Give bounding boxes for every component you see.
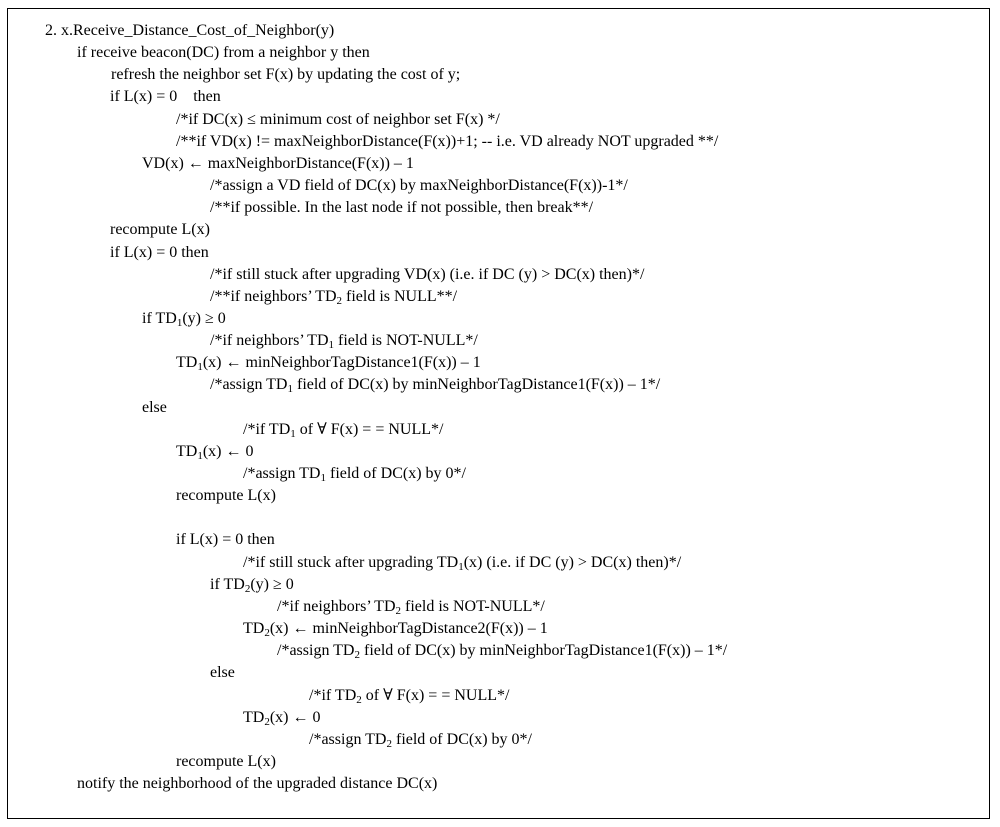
- code-text: recompute L(x): [176, 487, 276, 505]
- code-text: if TD: [210, 575, 245, 593]
- code-line: [142, 153, 414, 175]
- code-text: of ∀ F(x) = = NULL*/: [295, 420, 444, 438]
- code-text: if L(x) = 0 then: [110, 243, 209, 261]
- code-text: /*if still stuck after upgrading TD: [243, 553, 459, 571]
- code-line: [176, 352, 481, 374]
- code-text: field of DC(x) by minNeighborTagDistance1(F(x)) – 1*/: [292, 376, 661, 394]
- code-text: if L(x) = 0 then: [110, 88, 221, 106]
- code-line: [243, 419, 443, 441]
- code-line: [243, 618, 548, 640]
- code-text: /*if still stuck after upgrading VD(x) (i.e. if DC (y) > DC(x) then)*/: [210, 265, 645, 283]
- code-text: field is NULL**/: [342, 287, 458, 305]
- subscript: 2: [244, 582, 251, 595]
- subscript: 2: [354, 649, 360, 662]
- code-text: TD: [243, 620, 265, 638]
- code-text: /**if neighbors’ TD: [210, 287, 337, 305]
- code-line: [176, 485, 276, 507]
- code-text: (x) ← minNeighborTagDistance2(F(x)) – 1: [269, 620, 548, 638]
- code-text: recompute L(x): [176, 752, 276, 770]
- subscript: 1: [197, 361, 203, 374]
- code-line: [243, 552, 681, 574]
- code-text: /**if possible. In the last node if not possible, then break**/: [210, 199, 594, 217]
- code-text: /*if neighbors’ TD: [277, 597, 396, 615]
- subscript: 2: [336, 294, 342, 307]
- code-text: /*assign TD: [309, 730, 387, 748]
- code-text: TD: [176, 442, 198, 460]
- code-text: refresh the neighbor set F(x) by updating the cost of y;: [111, 66, 461, 84]
- code-line: [77, 773, 437, 795]
- subscript: 1: [320, 472, 326, 484]
- code-text: /*if TD: [243, 420, 291, 438]
- code-line: [243, 707, 320, 729]
- code-text: TD: [176, 354, 198, 372]
- code-text: /*assign TD: [210, 376, 288, 394]
- code-text: /*if neighbors’ TD: [210, 332, 329, 350]
- code-line: [110, 86, 221, 108]
- code-text: (x) ← 0: [269, 708, 321, 726]
- code-line: [110, 242, 209, 264]
- algorithm-box: [7, 8, 990, 819]
- code-line: [309, 729, 532, 751]
- code-line: [176, 751, 276, 773]
- code-text: (x) (i.e. if DC (y) > DC(x) then)*/: [463, 553, 682, 571]
- subscript: 2: [356, 693, 362, 706]
- code-text: field of DC(x) by 0*/: [391, 730, 532, 748]
- code-line: [176, 131, 718, 153]
- subscript: 1: [290, 427, 296, 440]
- code-text: if TD: [142, 309, 177, 327]
- code-line: [210, 330, 478, 352]
- code-line: [210, 197, 593, 219]
- code-line: [111, 64, 460, 86]
- code-line: [142, 397, 167, 419]
- code-text: (y) ≥ 0: [182, 309, 226, 327]
- code-text: (x) ← 0: [202, 442, 254, 460]
- code-line: [110, 219, 210, 241]
- subscript: 2: [264, 715, 270, 728]
- code-text: if L(x) = 0 then: [176, 531, 275, 549]
- code-text: else: [210, 664, 235, 682]
- code-line: [309, 685, 509, 707]
- subscript: 1: [176, 316, 183, 329]
- code-text: /*assign TD: [277, 642, 355, 660]
- code-line: [277, 640, 727, 662]
- code-line: [210, 374, 660, 396]
- code-text: /**if VD(x) != maxNeighborDistance(F(x))+1; -- i.e. VD already NOT upgraded **/: [176, 132, 719, 150]
- code-text: if receive beacon(DC) from a neighbor y then: [77, 44, 370, 62]
- code-line: [210, 574, 294, 596]
- code-text: VD(x) ← maxNeighborDistance(F(x)) – 1: [142, 154, 414, 172]
- code-text: (y) ≥ 0: [250, 575, 294, 593]
- code-text: field is NOT-NULL*/: [401, 597, 545, 615]
- code-text: field is NOT-NULL*/: [334, 332, 478, 350]
- code-text: /*if TD: [309, 686, 357, 704]
- code-text: /*assign a VD field of DC(x) by maxNeighborDistance(F(x))-1*/: [210, 177, 628, 195]
- code-text: field of DC(x) by 0*/: [325, 465, 466, 482]
- subscript: 2: [264, 627, 270, 640]
- code-text: notify the neighborhood of the upgraded distance DC(x): [77, 775, 438, 793]
- code-text: else: [142, 398, 167, 416]
- code-text: /*if DC(x) ≤ minimum cost of neighbor set F(x) */: [176, 110, 500, 128]
- code-text: recompute L(x): [110, 221, 210, 239]
- code-line: [210, 286, 457, 308]
- code-line: [210, 175, 628, 197]
- code-line: [277, 596, 545, 618]
- code-text: /*assign TD: [243, 465, 321, 482]
- code-line: [176, 441, 253, 463]
- subscript: 2: [386, 737, 392, 750]
- code-text: 2. x.Receive_Distance_Cost_of_Neighbor(y): [45, 22, 335, 39]
- code-line: [142, 308, 226, 330]
- subscript: 1: [458, 560, 464, 573]
- code-line: [45, 20, 334, 42]
- code-line: [210, 264, 644, 286]
- code-line: [77, 42, 370, 64]
- code-line: [176, 109, 500, 131]
- code-text: of ∀ F(x) = = NULL*/: [361, 686, 510, 704]
- subscript: 1: [287, 383, 293, 396]
- subscript: 1: [197, 449, 203, 462]
- subscript: 1: [328, 339, 334, 352]
- code-text: TD: [243, 708, 265, 726]
- code-line: [176, 529, 275, 551]
- subscript: 2: [395, 604, 401, 617]
- code-line: [210, 662, 235, 684]
- code-text: (x) ← minNeighborTagDistance1(F(x)) – 1: [202, 354, 481, 372]
- code-line: [243, 463, 466, 485]
- code-text: field of DC(x) by minNeighborTagDistance1(F(x)) – 1*/: [359, 642, 728, 660]
